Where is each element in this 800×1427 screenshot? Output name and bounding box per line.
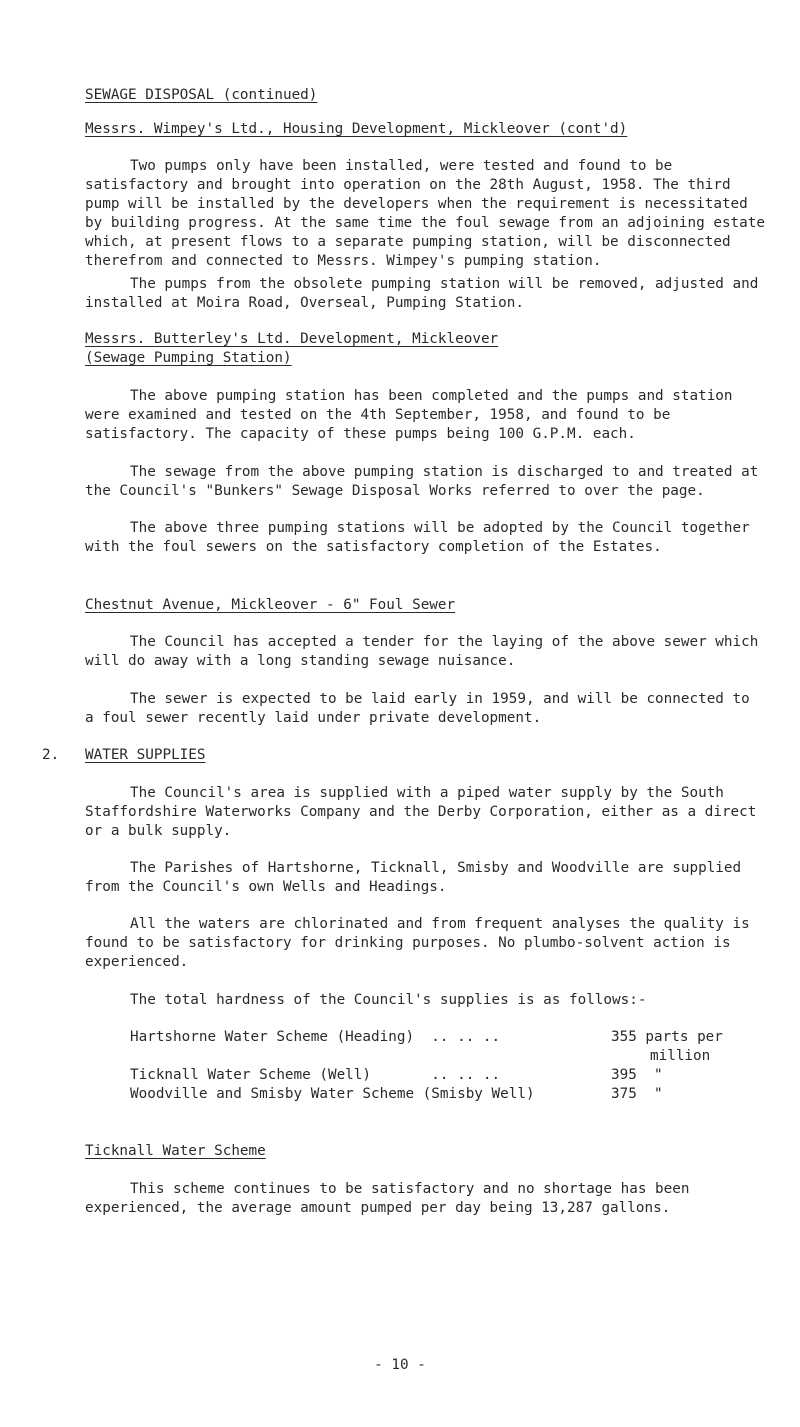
water-para-2 xyxy=(85,859,765,897)
butterley-para-2-text: The sewage from the above pumping station is discharged to and treated at the Council's "Bunkers" Sewage Disposal Works referred to over the page. xyxy=(85,464,759,499)
page-number xyxy=(0,1356,800,1375)
hardness-row-ticknall xyxy=(130,1066,730,1085)
wimpey-para-2-text: The pumps from the obsolete pumping station will be removed, adjusted and installed at Moira Road, Overseal, Pumping Station. xyxy=(85,276,759,311)
section-title-text: SEWAGE DISPOSAL (continued) xyxy=(85,87,318,103)
butterley-heading-line-1: Messrs. Butterley's Ltd. Development, Mickleover xyxy=(85,331,499,347)
butterley-para-1-text: The above pumping station has been completed and the pumps and station were examined and tested on the 4th September, 1958, and found to be satisfactory. The capacity of these pumps being 100 G.P.M. each. xyxy=(85,388,733,442)
chestnut-para-2 xyxy=(85,690,765,728)
ticknall-heading xyxy=(85,1142,765,1161)
hardness-scheme: Hartshorne Water Scheme (Heading) .. .. .. xyxy=(130,1029,501,1045)
hardness-value: 395 " xyxy=(611,1067,663,1083)
butterley-para-3-text: The above three pumping stations will be adopted by the Council together with the foul sewers on the satisfactory completion of the Estates. xyxy=(85,520,750,555)
hardness-value: 375 " xyxy=(611,1086,663,1102)
wimpey-heading xyxy=(85,120,765,139)
chestnut-para-1 xyxy=(85,633,765,671)
butterley-heading xyxy=(85,330,765,368)
chestnut-para-1-text: The Council has accepted a tender for the laying of the above sewer which will do away with a long standing sewage nuisance. xyxy=(85,634,759,669)
wimpey-para-1-text: Two pumps only have been installed, were tested and found to be satisfactory and brought into operation on the 28th August, 1958. The third pump will be installed by the developers when the requirement is necessitated by building progress. At the same time the foul sewage from an adjoining estate which, at present flows to a separate pumping station, will be disconnected therefrom and connected to Messrs. Wimpey's pumping station. xyxy=(85,158,765,269)
butterley-heading-line-2: (Sewage Pumping Station) xyxy=(85,350,292,366)
page-number-text: - 10 - xyxy=(374,1357,426,1373)
hardness-row-woodville xyxy=(130,1085,730,1104)
wimpey-para-2 xyxy=(85,275,765,313)
water-para-3-text: All the waters are chlorinated and from frequent analyses the quality is found to be satisfactory for drinking purposes. No plumbo-solvent action is experienced. xyxy=(85,916,750,970)
hardness-row-hartshorne xyxy=(130,1028,730,1047)
hardness-unit: million xyxy=(650,1048,711,1064)
water-heading-text: WATER SUPPLIES xyxy=(85,747,206,763)
hardness-table xyxy=(130,1028,730,1104)
water-heading xyxy=(85,746,765,765)
wimpey-para-1 xyxy=(85,157,765,271)
ticknall-heading-text: Ticknall Water Scheme xyxy=(85,1143,266,1159)
chestnut-heading xyxy=(85,596,765,615)
hardness-value: 355 parts per xyxy=(611,1029,723,1045)
water-para-1 xyxy=(85,784,765,841)
water-para-2-text: The Parishes of Hartshorne, Ticknall, Smisby and Woodville are supplied from the Council's own Wells and Headings. xyxy=(85,860,742,895)
water-para-1-text: The Council's area is supplied with a piped water supply by the South Staffordshire Waterworks Company and the Derby Corporation, either as a direct or a bulk supply. xyxy=(85,785,757,839)
wimpey-heading-text: Messrs. Wimpey's Ltd., Housing Development, Mickleover (cont'd) xyxy=(85,121,628,137)
water-section-number: 2. xyxy=(42,747,60,763)
chestnut-para-2-text: The sewer is expected to be laid early in 1959, and will be connected to a foul sewer recently laid under private development. xyxy=(85,691,750,726)
hardness-intro xyxy=(85,991,765,1010)
ticknall-para-1 xyxy=(85,1180,765,1218)
ticknall-para-1-text: This scheme continues to be satisfactory and no shortage has been experienced, the average amount pumped per day being 13,287 gallons. xyxy=(85,1181,690,1216)
hardness-intro-text: The total hardness of the Council's supplies is as follows:- xyxy=(130,992,647,1008)
chestnut-heading-text: Chestnut Avenue, Mickleover - 6" Foul Sewer xyxy=(85,597,456,613)
butterley-para-1 xyxy=(85,387,765,444)
hardness-row-hartshorne-unit xyxy=(130,1047,730,1066)
hardness-scheme: Ticknall Water Scheme (Well) .. .. .. xyxy=(130,1067,501,1083)
hardness-scheme: Woodville and Smisby Water Scheme (Smisby Well) xyxy=(130,1086,535,1102)
butterley-para-3 xyxy=(85,519,765,557)
water-para-3 xyxy=(85,915,765,972)
butterley-para-2 xyxy=(85,463,765,501)
section-title xyxy=(85,86,765,105)
